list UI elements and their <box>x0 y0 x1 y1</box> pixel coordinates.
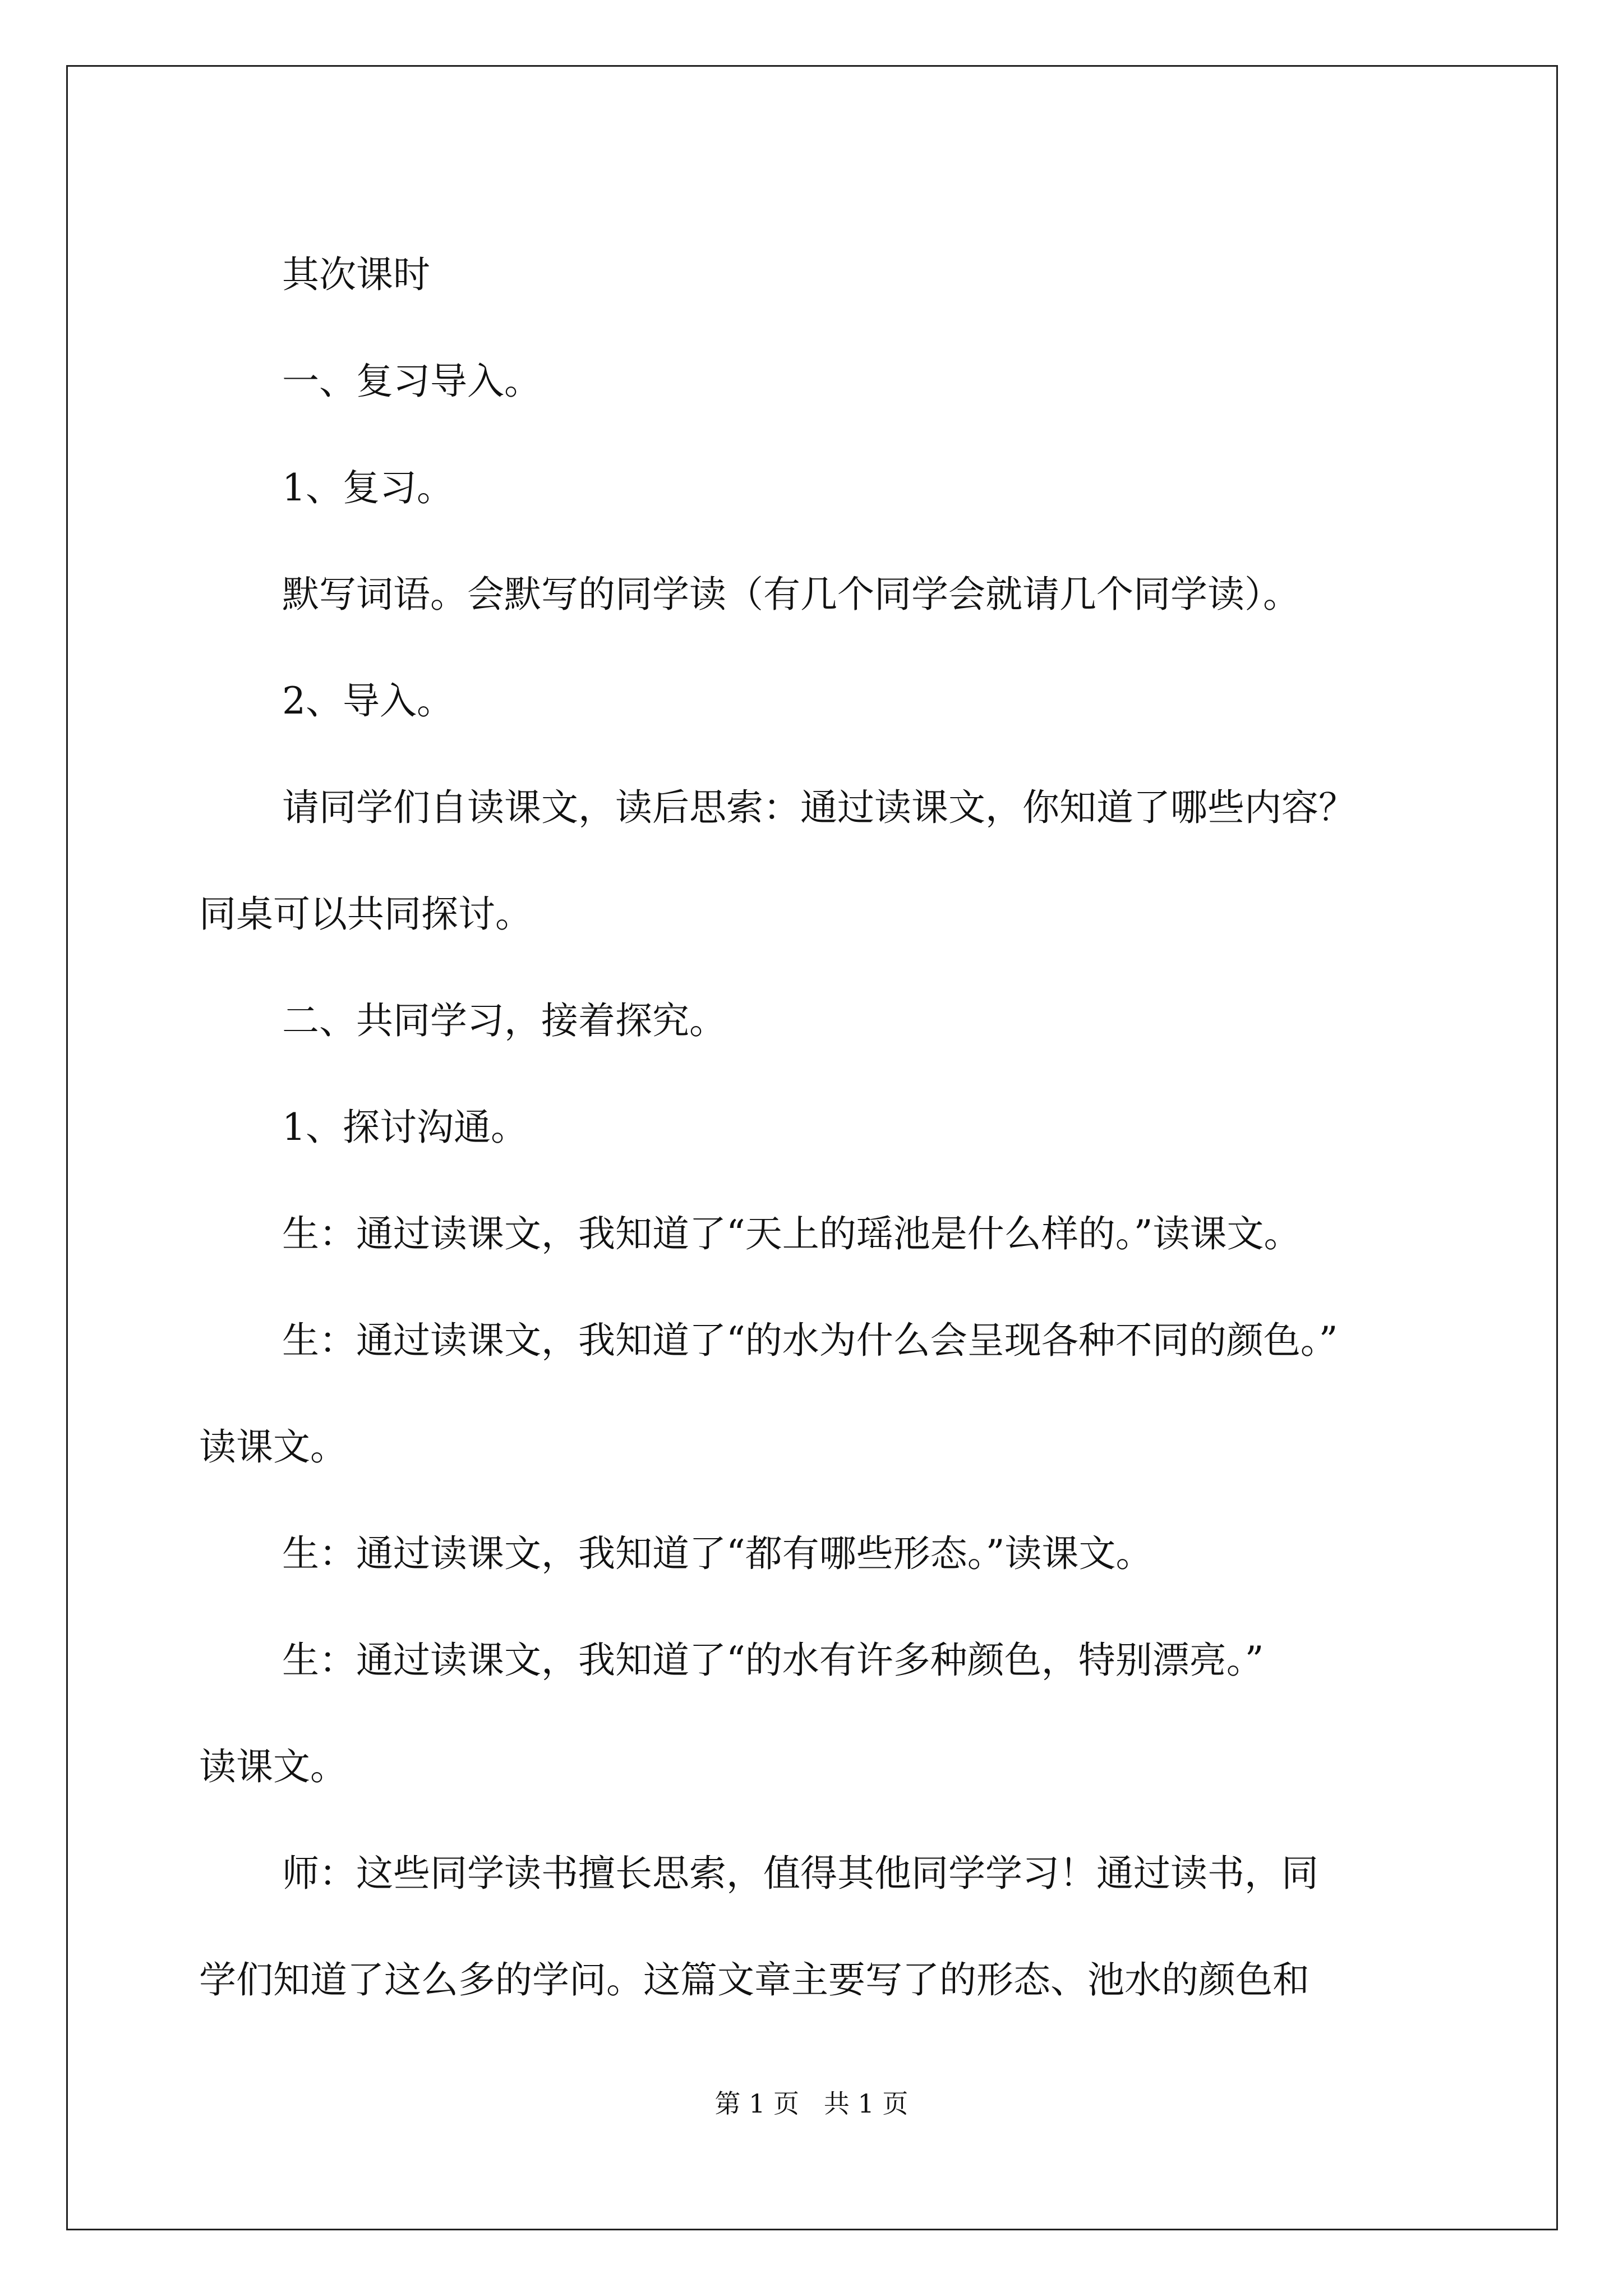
paragraph-student-4: 生：通过读课文，我知道了“的水有许多种颜色，特别漂亮。” <box>282 1639 1264 1682</box>
paragraph-teacher: 师：这些同学读书擅长思索，值得其他同学学习！通过读书，同 <box>282 1852 1318 1895</box>
paragraph-dictation: 默写词语。会默写的同学读（有几个同学会就请几个同学读）。 <box>282 573 1300 616</box>
paragraph-self-read: 请同学们自读课文，读后思索：通过读课文，你知道了哪些内容？ <box>282 786 1355 829</box>
paragraph-student-3: 生：通过读课文，我知道了“都有哪些形态。”读课文。 <box>282 1532 1153 1575</box>
paragraph-student-4-cont: 读课文。 <box>199 1745 347 1788</box>
paragraph-self-read-cont: 同桌可以共同探讨。 <box>199 892 532 936</box>
paragraph-section-study: 二、共同学习，接着探究。 <box>282 999 726 1042</box>
paragraph-student-2-cont: 读课文。 <box>199 1425 347 1469</box>
paragraph-step-intro: 2、导入。 <box>282 679 454 723</box>
document-body <box>199 222 1433 2033</box>
paragraph-step-discuss: 1、探讨沟通。 <box>282 1106 528 1149</box>
paragraph-student-2: 生：通过读课文，我知道了“的水为什么会呈现各种不同的颜色。” <box>282 1319 1338 1362</box>
page-footer: 第 1 页 共 1 页 <box>714 2088 909 2119</box>
paragraph-teacher-cont: 学们知道了这么多的学问。这篇文章主要写了的形态、池水的颜色和 <box>199 1958 1310 2001</box>
paragraph-student-1: 生：通过读课文，我知道了“天上的瑶池是什么样的。”读课文。 <box>282 1212 1301 1255</box>
paragraph-section-review: 一、复习导入。 <box>282 360 541 403</box>
paragraph-step-review: 1、复习。 <box>282 466 454 509</box>
paragraph-lesson-title: 其次课时 <box>282 253 430 296</box>
